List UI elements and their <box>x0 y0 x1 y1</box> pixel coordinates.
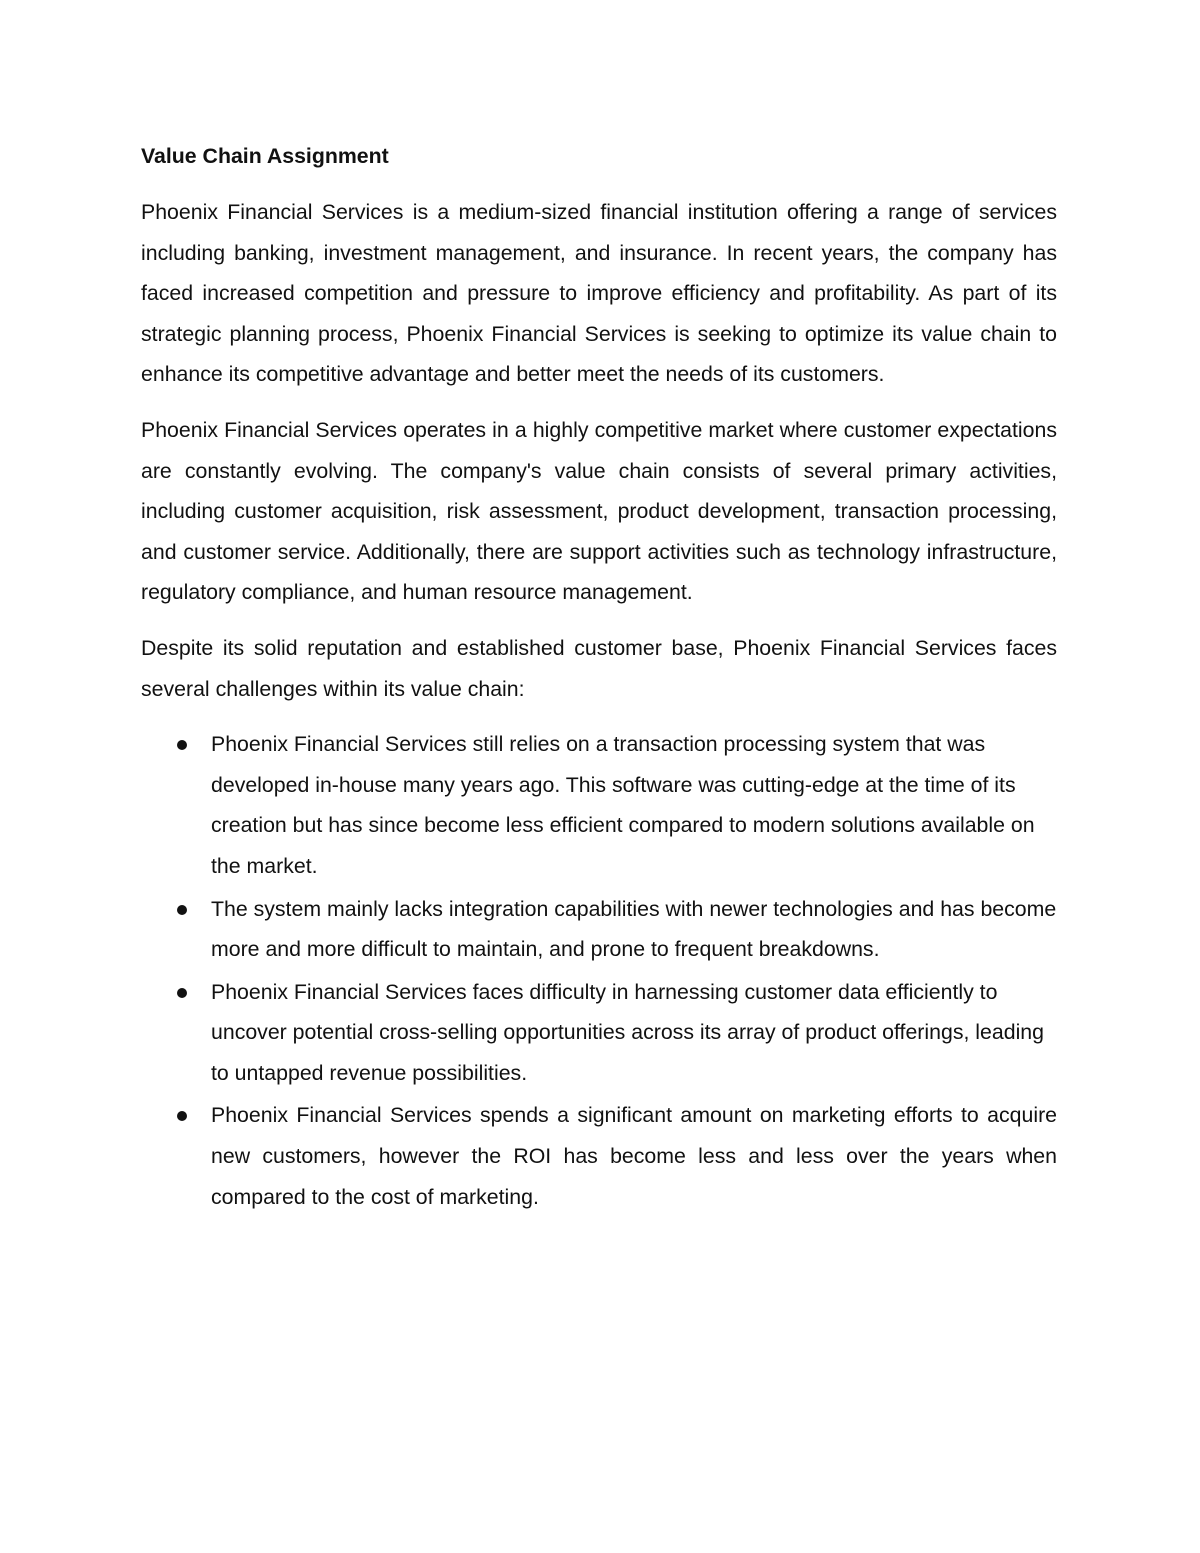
list-item-text: Phoenix Financial Services still relies on a transaction processing system that was developed in-house many years ago. This software was cutting-edge at the time of its creation but has since become less efficient compared to modern solutions available on the market. <box>211 732 1035 878</box>
bullet-icon <box>177 905 187 915</box>
challenge-list <box>141 724 1057 1217</box>
paragraph-market: Phoenix Financial Services operates in a highly competitive market where customer expectations are constantly evolving. The company's value chain consists of several primary activities, including customer acquisition, risk assessment, product development, transaction processing, and customer service. Additionally, there are support activities such as technology infrastructure, regulatory compliance, and human resource management. <box>141 417 1057 605</box>
bullet-icon <box>177 1111 187 1121</box>
list-item-text: The system mainly lacks integration capabilities with newer technologies and has become more and more difficult to maintain, and prone to frequent breakdowns. <box>211 896 1057 962</box>
document-title: Value Chain Assignment <box>141 144 389 168</box>
bullet-icon <box>177 740 187 750</box>
paragraph-challenges-intro: Despite its solid reputation and established customer base, Phoenix Financial Services faces several challenges within its value chain: <box>141 635 1057 701</box>
document-page <box>141 139 1057 1219</box>
list-item-text: Phoenix Financial Services spends a significant amount on marketing efforts to acquire new customers, however the ROI has become less and less over the years when compared to the cost of marketing. <box>211 1103 1057 1209</box>
bullet-icon <box>177 988 187 998</box>
list-item <box>141 889 1057 970</box>
list-item-text: Phoenix Financial Services faces difficulty in harnessing customer data efficiently to uncover potential cross-selling opportunities across its array of product offerings, leading to untapped revenue possibilities. <box>211 979 1044 1085</box>
list-item <box>141 1095 1057 1217</box>
list-item <box>141 972 1057 1094</box>
paragraph-intro: Phoenix Financial Services is a medium-sized financial institution offering a range of services including banking, investment management, and insurance. In recent years, the company has faced increased competition and pressure to improve efficiency and profitability. As part of its strategic planning process, Phoenix Financial Services is seeking to optimize its value chain to enhance its competitive advantage and better meet the needs of its customers. <box>141 200 1057 387</box>
list-item <box>141 724 1057 886</box>
